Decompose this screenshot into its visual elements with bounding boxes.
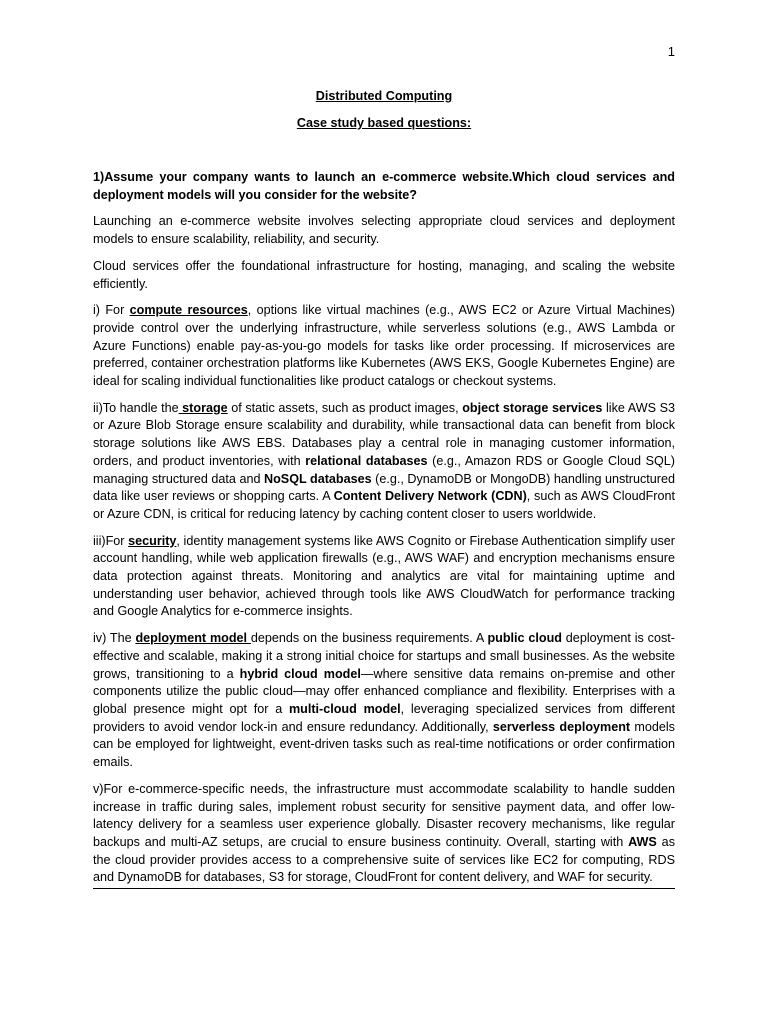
text-run: i) For [93,303,130,318]
underlined-term: deployment model [135,631,251,646]
bold-term: relational databases [305,453,428,468]
bold-term: public cloud [487,631,562,646]
text-run: ii)To handle the [93,400,179,415]
underlined-term: compute resources [129,303,248,318]
text-run: v)For e-commerce-specific needs, the infrastructure must accommodate scalability to handle sudden increase in traffic during sales, implement robust security for sensitive payment data, and offer low-latency delivery for a seamless user experience globally. Disaster recovery mechanisms, like regular backups and multi-AZ setups, are crucial to ensure business continuity. Overall, starting with [93,781,675,849]
document-title: Distributed Computing [315,89,453,103]
text-run: like AWS S3 or Azure Blob Storage ensure scalability and durability, while transactional data can benefit from block storage solutions like AWS EBS. Databases play a central role in managing customer information, orders, and product inventories, with [93,400,675,468]
text-run: as the cloud provider provides access to a comprehensive suite of services like EC2 for computing, RDS and DynamoDB for databases, S3 for storage, CloudFront for content delivery, and WAF for security. [93,834,675,885]
text-run: iii)For [93,533,129,548]
text-run: , options like virtual machines (e.g., AWS EC2 or Azure Virtual Machines) provide control over the underlying infrastructure, while serverless solutions (e.g., AWS Lambda or Azure Functions) enable pay-as-you-go models for tasks like order processing. If microservices are preferred, container orchestration platforms like Kubernetes (AWS EKS, Google Kubernetes Engine) are ideal for scaling individual functionalities like product catalogs or checkout systems. [93,303,675,389]
underlined-term: security [128,533,177,548]
intro-paragraph-2: Cloud services offer the foundational infrastructure for hosting, managing, and scaling the website efficiently. [93,258,675,291]
text-run: (e.g., Amazon RDS or Google Cloud SQL) managing structured data and [93,453,675,486]
text-run: deployment is cost-effective and scalable, making it a strong initial choice for startups and small businesses. As the website grows, transitioning to a [93,631,675,681]
text-run: , such as AWS CloudFront or Azure CDN, is critical for reducing latency by caching content closer to users worldwide. [93,489,675,521]
text-run: iv) The [93,631,136,646]
bold-term: multi-cloud model [288,701,401,716]
bold-term: NoSQL databases [264,471,372,486]
text-run: , identity management systems like AWS Cognito or Firebase Authentication simplify user account handling, while web application firewalls (e.g., AWS WAF) and encryption mechanisms ensure data protection against threats. Monitoring and analytics are vital for maintaining uptime and understanding user behavior, achieved through tools like AWS CloudWatch for performance tracking and Google Analytics for e-commerce insights. [93,533,675,619]
text-run: (e.g., DynamoDB or MongoDB) handling unstructured data like user reviews or shopping carts. A [93,471,675,504]
paragraph-ecommerce-needs [93,781,675,889]
text-run: of static assets, such as product images, [227,400,463,415]
paragraph-security [93,533,675,622]
paragraph-compute [93,302,675,391]
page-number: 1 [667,44,675,59]
bold-term: hybrid cloud model [239,666,361,681]
bold-term: AWS [628,834,657,849]
paragraph-deployment [93,630,675,772]
intro-paragraph-1: Launching an e-commerce website involves selecting appropriate cloud services and deployment models to ensure scalability, reliability, and security. [93,214,675,247]
bold-term: Content Delivery Network (CDN) [333,489,527,504]
text-run: models can be employed for lightweight, event-driven tasks such as real-time notifications or order confirmation emails. [93,719,675,770]
document-subtitle: Case study based questions: [296,116,472,130]
question-heading: 1)Assume your company wants to launch an e-commerce website.Which cloud services and deployment models will you consider for the website? [93,170,675,202]
text-run: —where sensitive data remains on-premise and other components utilize the public cloud—may offer enhanced compliance and flexibility. Enterprises with a global presence might opt for a [93,666,675,716]
bold-term: serverless deployment [492,719,631,734]
bold-term: object storage services [462,400,603,415]
text-run: depends on the business requirements. A [250,631,488,646]
underlined-term: storage [178,400,228,415]
paragraph-storage [93,400,675,524]
text-run: , leveraging specialized services from different providers to avoid vendor lock-in and ensure redundancy. Additionally, [93,701,675,734]
document-body [93,86,675,898]
